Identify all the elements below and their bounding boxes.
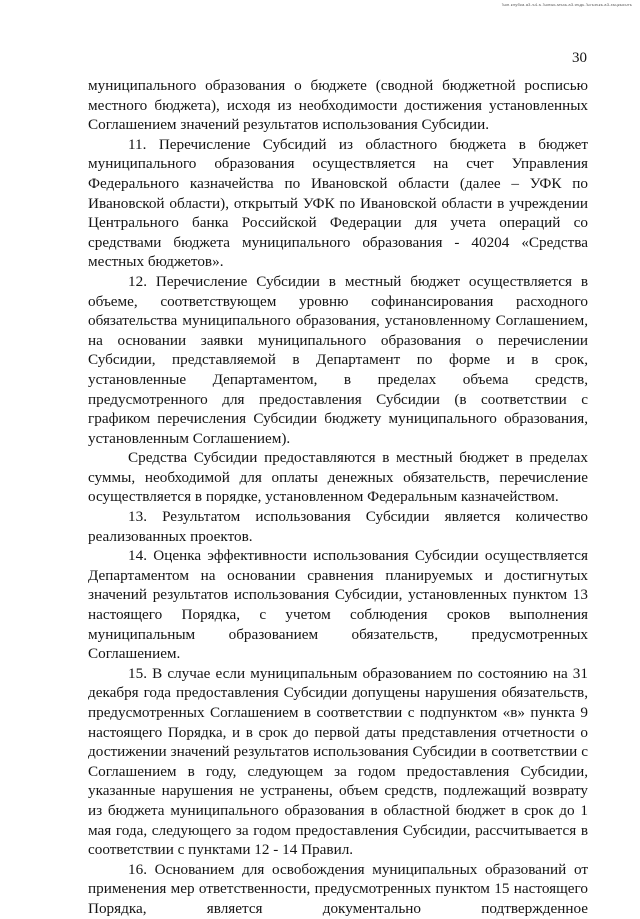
page-number: 30 (572, 50, 587, 66)
paragraph-16: 16. Основанием для освобождения муниципальных образований от применения мер ответственности, предусмотренных пунктом 15 настоящего Порядка, является документально подтвержденное (88, 860, 588, 917)
fax-header-mark: Ъкп.клубка.а3-ъ4-ъ.Ъкпыь.мъзь.а3.иъдь.Ъсъзъкь.а3-зъцкьоьлъ (501, 2, 632, 7)
paragraph-12-funds: Средства Субсидии предоставляются в местный бюджет в пределах суммы, необходимой для оплаты денежных обязательств, перечисление осуществляется в порядке, установленном Федеральным казначейством. (88, 449, 588, 506)
paragraph-13: 13. Результатом использования Субсидии является количество реализованных проектов. (88, 508, 588, 545)
paragraph-continuation: муниципального образования о бюджете (сводной бюджетной росписью местного бюджета), исходя из необходимости достижения установленных Соглашением значений результатов использования Субсидии. (88, 77, 588, 134)
paragraph-14: 14. Оценка эффективности использования Субсидии осуществляется Департаментом на основании сравнения планируемых и достигнутых значений результатов использования Субсидии, установленных пунктом 13 настоящего Порядка, с учетом соблюдения сроков выполнения муниципальным образованием обязательств, предусмотренных Соглашением. (88, 547, 588, 663)
document-body (88, 76, 588, 919)
paragraph-15: 15. В случае если муниципальным образованием по состоянию на 31 декабря года предоставления Субсидии допущены нарушения обязательств, предусмотренных Соглашением в соответствии с подпунктом «в» пункта 9 настоящего Порядка, и в срок до первой даты представления отчетности о достижении значений результатов использования Субсидии в соответствии с Соглашением в году, следующем за годом предоставления Субсидии, указанные нарушения не устранены, объем средств, подлежащий возврату из бюджета муниципального образования в областной бюджет в срок до 1 мая года, следующего за годом предоставления Субсидии, рассчитывается в соответствии с пунктами 12 - 14 Правил. (88, 664, 588, 859)
paragraph-11: 11. Перечисление Субсидий из областного бюджета в бюджет муниципального образования осуществляется на счет Управления Федерального казначейства по Ивановской области (далее – УФК по Ивановской области), открытый УФК по Ивановской области в учреждении Центрального банка Российской Федерации для учета операций со средствами бюджета муниципального образования - 40204 «Средства местных бюджетов». (88, 135, 588, 271)
paragraph-12: 12. Перечисление Субсидии в местный бюджет осуществляется в объеме, соответствующем уровню софинансирования расходного обязательства муниципального образования, установленному Соглашением, на основании заявки муниципального образования о перечислении Субсидии, представляемой в Департамент по форме и в срок, установленные Департаментом, в пределах объема средств, предусмотренного для предоставления Субсидии (в соответствии с графиком перечисления Субсидии бюджету муниципального образования, установленным Соглашением). (88, 272, 588, 447)
